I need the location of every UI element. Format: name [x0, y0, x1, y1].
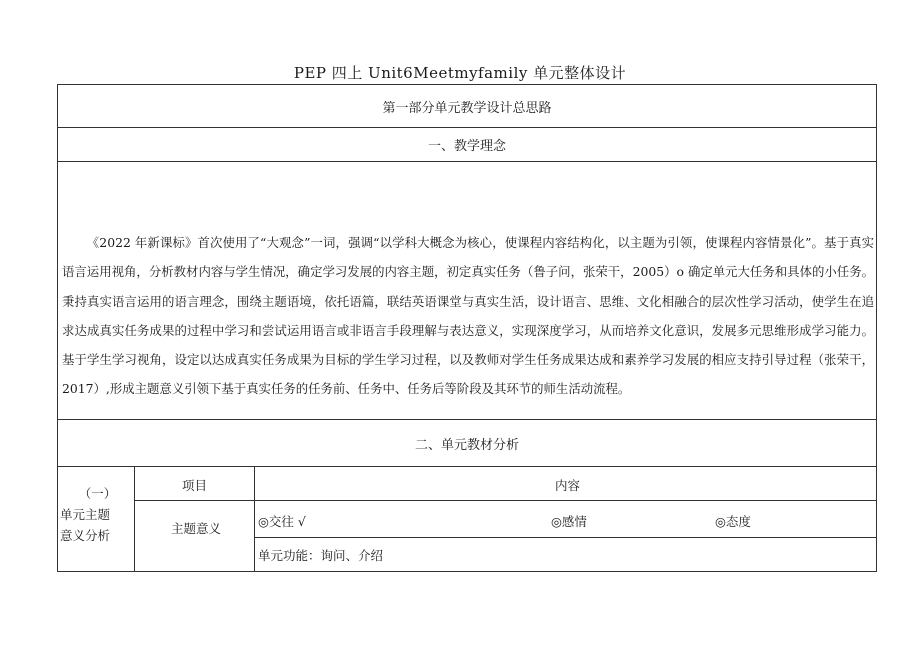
column-header-content: 内容 — [555, 478, 581, 493]
column-header-item: 项目 — [182, 478, 208, 493]
option-emotion: ◎感情 — [551, 514, 587, 529]
content-row-divider — [254, 537, 876, 538]
theme-analysis-side-label — [58, 467, 135, 571]
unit-function: 单元功能：询问、介绍 — [258, 548, 384, 563]
subtable-header-divider — [135, 500, 876, 501]
document-title: PEP 四上 Unit6Meetmyfamily 单元整体设计 — [293, 64, 627, 82]
part-one-heading-row — [58, 85, 876, 128]
option-attitude: ◎态度 — [715, 514, 751, 529]
concept-heading: 一、教学理念 — [427, 139, 506, 154]
part-one-heading: 第一部分单元教学设计总思路 — [382, 100, 552, 116]
theme-meaning-label: 主题意义 — [171, 521, 222, 536]
concept-body-row — [58, 162, 876, 420]
side-label-line2: 意义分析 — [60, 528, 111, 543]
side-label-number: （一） — [78, 486, 117, 501]
option-communication: ◎交往 √ — [258, 514, 306, 529]
side-label-line1: 单元主题 — [60, 507, 111, 522]
design-table — [57, 84, 877, 572]
analysis-heading: 二、单元教材分析 — [414, 437, 519, 453]
analysis-heading-row — [58, 420, 876, 467]
concept-heading-row — [58, 128, 876, 162]
concept-paragraph: 《2022 年新课标》首次使用了“大观念”一词，强调“以学科大概念为核心，使课程内容结构化，以主题为引领，使课程内容情景化”。基于真实语言运用视角，分析教材内容与学生情况，确定学习发展的内容主题，初定真实任务（鲁子问，张荣干，2005）o 确定单元大任务和具体的小任务。秉持真实语言运用的语言理念，围绕主题语境，依托语篇，联结英语课堂与真实生活，设计语言、思维、文化相融合的层次性学习活动，使学生在追求达成真实任务成果的过程中学习和尝试运用语言或非语言手段理解与表达意义，实现深度学习，从而培养文化意识，发展多元思维形成学习能力。基于学生学习视角，设定以达成真实任务成果为目标的学生学习过程，以及教师对学生任务成果达成和素养学习发展的相应支持引导过程（张荣干，2017）,形成主题意义引领下基于真实任务的任务前、任务中、任务后等阶段及其环节的师生活动流程。 — [62, 235, 874, 397]
item-content-divider — [254, 467, 255, 571]
